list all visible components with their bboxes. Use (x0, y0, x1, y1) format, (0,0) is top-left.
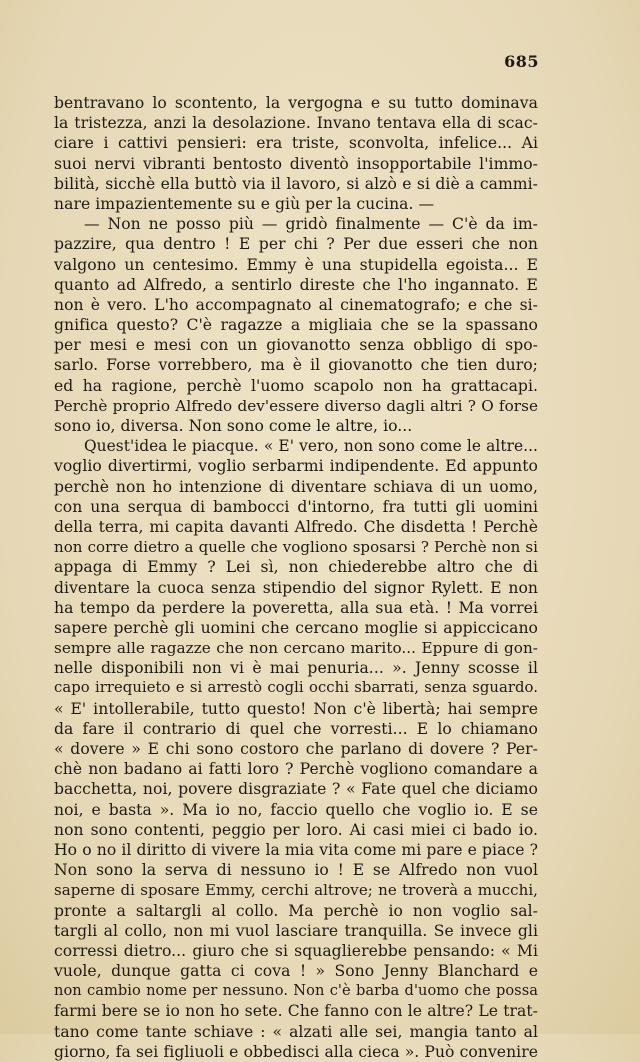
text-line: pazzire, qua dentro ! E per chi ? Per due esseri che non (54, 235, 538, 254)
text-line: della terra, mi capita davanti Alfredo. Che disdetta ! Perchè (54, 517, 538, 536)
text-line: « dovere » E chi sono costoro che parlano di dovere ? Per- (54, 740, 538, 758)
text-line: non corre dietro a quelle che vogliono sposarsi ? Perchè non si (54, 538, 538, 557)
text-line: tano come tante schiave : « alzati alle sei, mangia tanto al (54, 1022, 538, 1041)
text-line: sono io, diversa. Non sono come le altre, io... (54, 417, 413, 435)
text-line: gnifica questo? C'è ragazze a migliaia che se la spassano (54, 316, 538, 335)
text-line: bilità, sicchè ella buttò via il lavoro, si alzò e si diè a cammi- (54, 174, 538, 193)
text-line: ed ha ragione, perchè l'uomo scapolo non ha grattacapi. (54, 376, 538, 395)
text-line: Perchè proprio Alfredo dev'essere diverso dagli altri ? O forse (54, 396, 538, 415)
text-line: valgono un centesimo. Emmy è una stupidella egoista... E (54, 255, 538, 274)
text-line: Ho o no il diritto di vivere la mia vita come mi pare e piace ? (54, 840, 538, 859)
text-line: giorno, fa sei figliuoli e obbedisci alla cieca ». Può convenire (54, 1042, 538, 1061)
text-line: farmi bere se io non ho sete. Che fanno con le altre? Le trat- (54, 1002, 538, 1021)
text-line: — Non ne posso più — gridò finalmente — C'è da im- (84, 215, 538, 234)
text-line: sempre alle ragazze che non cercano marito... Eppure di gon- (54, 639, 538, 658)
text-line: bentravano lo scontento, la vergogna e su tutto dominava (54, 94, 538, 112)
text-line: Quest'idea le piacque. « E' vero, non sono come le altre... (84, 437, 538, 456)
text-line: « E' intollerabile, tutto questo! Non c'è libertà; hai sempre (54, 699, 538, 718)
text-line: quanto ad Alfredo, a sentirlo direste che l'ho ingannato. E (54, 275, 538, 294)
text-line: pronte a saltargli al collo. Ma perchè io non voglio sal- (54, 901, 538, 920)
text-line: non sono contenti, peggio per loro. Ai casi miei ci bado io. (54, 820, 538, 839)
text-line: corressi dietro... giuro che si squaglierebbe pensando: « Mi (54, 941, 538, 960)
text-line: diventare la cuoca senza stipendio del signor Rylett. E non (54, 578, 538, 597)
body-text (54, 93, 538, 1062)
text-line: voglio divertirmi, voglio serbarmi indipendente. Ed appunto (54, 457, 538, 476)
text-line: targli al collo, non mi vuol lasciare tranquilla. Se invece gli (54, 921, 538, 940)
text-line: vuole, dunque gatta ci cova ! » Sono Jenny Blanchard e (54, 962, 538, 981)
text-line: noi, e basta ». Ma io no, faccio quello che voglio io. E se (54, 800, 538, 819)
text-line: non è vero. L'ho accompagnato al cinematografo; e che si- (54, 295, 538, 314)
text-line: per mesi e mesi con un giovanotto senza obbligo di spo- (54, 336, 538, 355)
text-line: sarlo. Forse vorrebbero, ma è il giovanotto che tien duro; (54, 356, 538, 375)
text-line: con una serqua di bambocci d'intorno, fra tutti gli uomini (54, 497, 538, 516)
text-line: Non sono la serva di nessuno io ! E se Alfredo non vuol (54, 861, 538, 880)
text-line: saperne di sposare Emmy, cerchi altrove; ne troverà a mucchi, (54, 881, 538, 900)
text-line: capo irrequieto e si arrestò cogli occhi sbarrati, senza sguardo. (54, 679, 538, 697)
text-line: appaga di Emmy ? Lei sì, non chiederebbe altro che di (54, 558, 538, 577)
text-line: nelle disponibili non vi è mai penuria... ». Jenny scosse il (54, 659, 538, 678)
text-line: chè non badano ai fatti loro ? Perchè vogliono comandare a (54, 760, 538, 779)
text-line: la tristezza, anzi la desolazione. Invano tentava ella di scac- (54, 114, 538, 133)
text-line: non cambio nome per nessuno. Non c'è barba d'uomo che possa (54, 982, 538, 1000)
text-line: ciare i cattivi pensieri: era triste, sconvolta, infelice... Ai (54, 134, 538, 153)
text-line: da fare il contrario di quel che vorresti... E lo chiamano (54, 719, 538, 738)
text-line: nare impazientemente su e giù per la cucina. — (54, 194, 435, 213)
text-line: sapere perchè gli uomini che cercano moglie si appiccicano (54, 618, 538, 637)
text-line: ha tempo da perdere la poveretta, alla sua età. ! Ma vorrei (54, 598, 538, 617)
text-line: suoi nervi vibranti bentosto diventò insopportabile l'immo- (54, 154, 538, 173)
text-line: bacchetta, noi, povere disgraziate ? « Fate quel che diciamo (54, 780, 538, 799)
text-line: perchè non ho intenzione di diventare schiava di un uomo, (54, 477, 538, 496)
page-number: 685 (504, 52, 539, 71)
